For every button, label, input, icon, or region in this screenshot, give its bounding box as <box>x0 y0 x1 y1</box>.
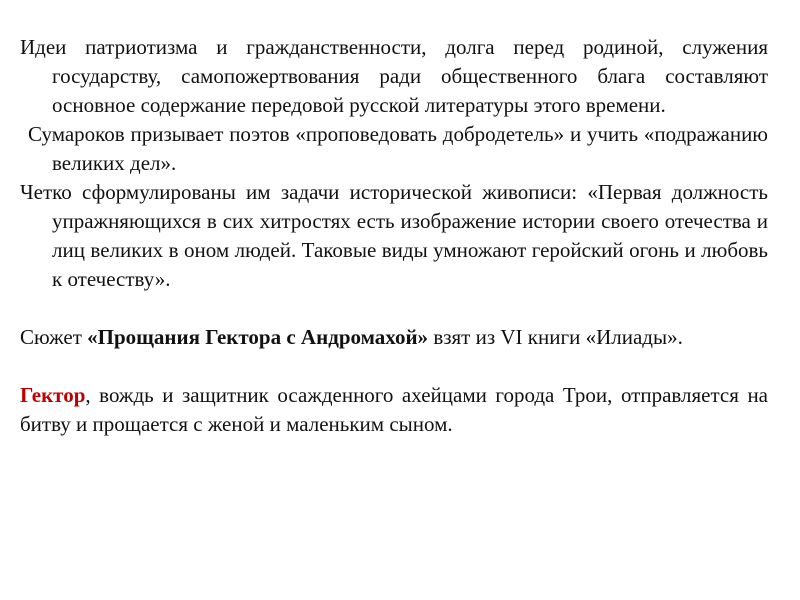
slide-text-body <box>20 33 768 439</box>
paragraph-sumarokov: Сумароков призывает поэтов «проповедовать добродетель» и учить «подражанию великих дел». <box>28 122 768 175</box>
paragraph-patriotism: Идеи патриотизма и гражданственности, долга перед родиной, служения государству, самопожертвования ради общественного блага составляют основное содержание передовой русской литературы этого времени. <box>20 35 768 117</box>
hector-name: Гектор <box>20 383 86 407</box>
paragraph-hector-subject <box>20 323 768 352</box>
paragraph-hector-description <box>20 381 768 439</box>
hector-description-text: , вождь и защитник осажденного ахейцами города Трои, отправляется на битву и прощается с женой и маленьким сыном. <box>20 383 768 436</box>
subject-suffix: взят из VI книги «Илиады». <box>428 325 683 349</box>
subject-prefix: Сюжет <box>20 325 88 349</box>
painting-title: «Прощания Гектора с Андромахой» <box>87 325 429 349</box>
paragraph-historical-painting: Четко сформулированы им задачи исторической живописи: «Первая должность упражняющихся в сих хитростях есть изображение истории своего отечества и лиц великих в оном людей. Таковые виды умножают геройский огонь и любовь к отечеству». <box>20 180 768 291</box>
